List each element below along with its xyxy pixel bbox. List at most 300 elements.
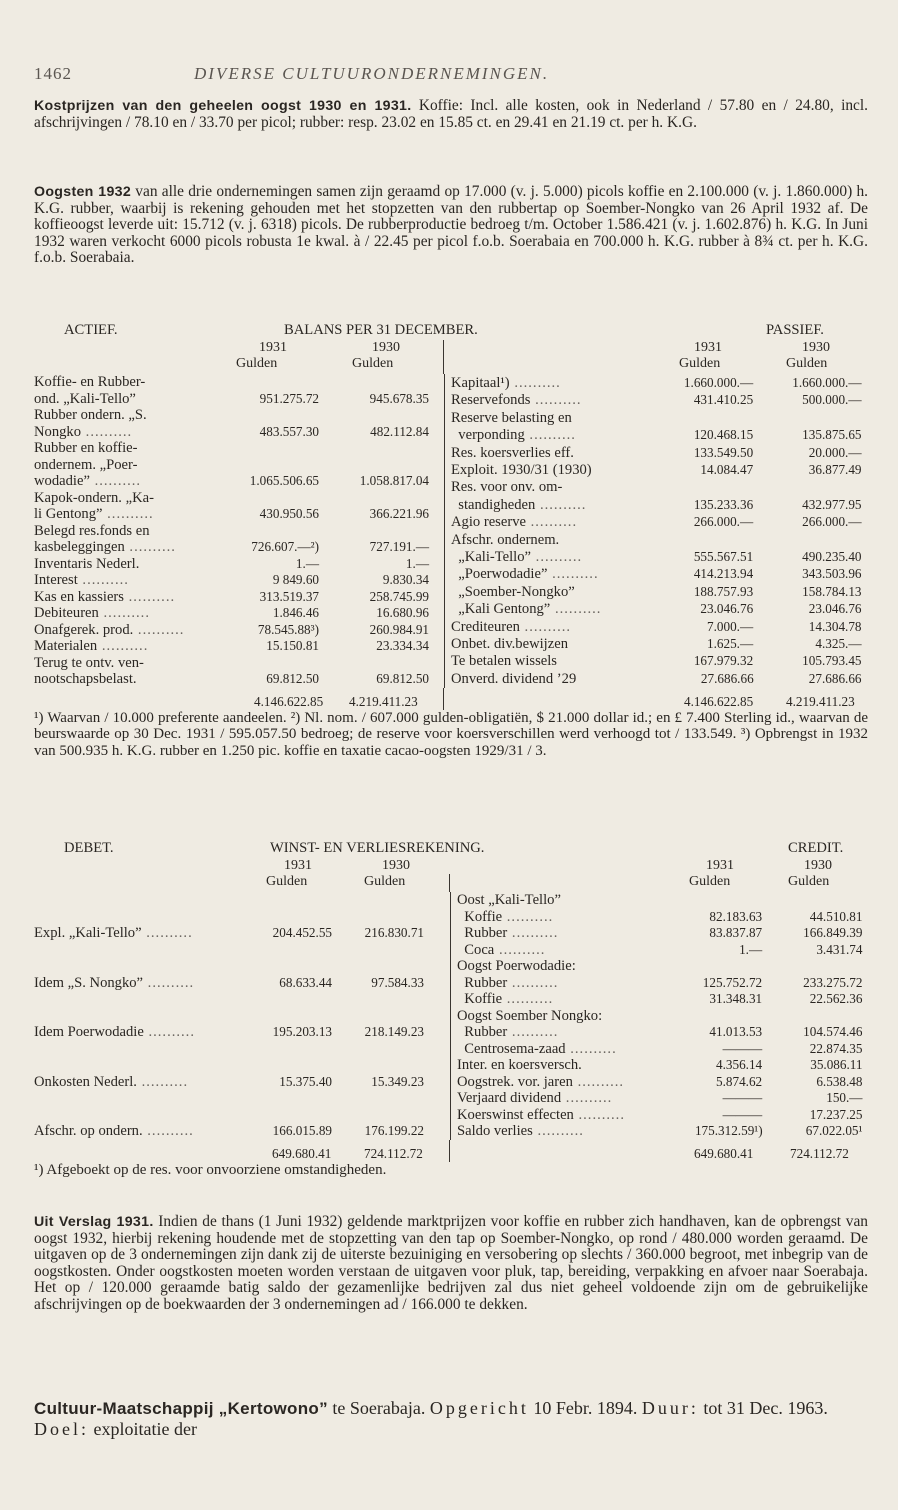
- company-name: Cultuur-Maatschappij „Kertowono”: [34, 1399, 328, 1418]
- value-1930: 1.058.817.04: [359, 473, 429, 488]
- passief-row: [445, 409, 868, 426]
- passief-row: [445, 635, 868, 652]
- value-1930: 105.793.45: [802, 653, 862, 669]
- value-1931: [224, 490, 319, 507]
- value-1930: 343.503.96: [802, 566, 862, 582]
- value-1930: 216.830.71: [364, 925, 424, 940]
- value-1931: [224, 457, 319, 474]
- dot-leader: ..........: [573, 1106, 625, 1123]
- dot-leader: ..........: [531, 548, 583, 565]
- credit-title: CREDIT.: [788, 840, 844, 856]
- winst-total-left-2: 724.112.72: [364, 1145, 423, 1161]
- passief-row: [445, 444, 868, 461]
- debet-row: [34, 1090, 450, 1140]
- actief-row: [34, 391, 444, 408]
- passief-row: [445, 618, 868, 635]
- value-1930: 97.584.33: [371, 974, 424, 990]
- value-1931: 133.549.50: [693, 444, 754, 460]
- value-1930: 500.000.—: [802, 392, 862, 408]
- row-label: „Poerwodadie”: [451, 566, 548, 583]
- credit-row: [451, 1008, 868, 1025]
- value-1931: 726.607.—²): [251, 539, 319, 554]
- credit-row: [451, 892, 868, 909]
- row-label: Idem „S. Nongko”: [34, 974, 144, 991]
- balans-right-year2: 1930: [802, 340, 830, 355]
- value-1931: 23.046.76: [700, 601, 754, 617]
- row-label: kasbeleggingen: [34, 539, 125, 555]
- winst-total-right-2: 724.112.72: [790, 1145, 849, 1161]
- value-1931: 951.275.72: [259, 390, 319, 406]
- row-label: standigheden: [451, 496, 536, 513]
- value-1930: 1.660.000.—: [792, 374, 862, 390]
- passief-row: [445, 531, 868, 548]
- passief-row: [445, 478, 868, 495]
- value-1930: 14.304.78: [808, 618, 862, 634]
- company-entry: [34, 1398, 868, 1440]
- credit-row: [451, 1041, 868, 1058]
- actief-table: [34, 374, 444, 688]
- passief-row: [445, 670, 868, 688]
- credit-row: [451, 1123, 868, 1140]
- value-1931: 188.757.93: [693, 583, 754, 599]
- winst-title: WINST- EN VERLIESREKENING.: [270, 840, 485, 856]
- dot-leader: ..........: [519, 618, 572, 635]
- value-1930: 233.275.72: [803, 974, 863, 990]
- actief-row: [34, 490, 444, 507]
- balans-right-year1: 1931: [694, 340, 722, 355]
- profit-loss-account: [34, 840, 868, 1178]
- value-1930: 69.812.50: [376, 671, 429, 686]
- winst-left-year2: 1930: [382, 858, 410, 873]
- dot-leader: ..........: [525, 514, 578, 531]
- row-label: Oogst Poerwodadie:: [457, 958, 576, 974]
- value-1930: 945.678.35: [369, 390, 429, 406]
- value-1931: 135.233.36: [693, 496, 754, 512]
- debet-row: [34, 942, 450, 992]
- row-label: Debiteuren: [34, 605, 99, 621]
- row-label: Saldo verlies: [457, 1123, 533, 1139]
- verslag-paragraph: [34, 1214, 868, 1314]
- row-label: Res. voor onv. om-: [451, 479, 563, 496]
- passief-row: [445, 496, 868, 513]
- balans-total-right-2: 4.219.411.23: [786, 693, 855, 709]
- actief-row: [34, 622, 444, 639]
- row-label: Interest: [34, 572, 78, 588]
- value-1931: [668, 892, 763, 909]
- value-1930: 23.046.76: [808, 601, 862, 617]
- value-1930: 44.510.81: [809, 908, 863, 924]
- value-1930: 166.849.39: [803, 925, 863, 940]
- winst-left-unit2: Gulden: [364, 874, 406, 889]
- credit-row: [451, 1057, 868, 1074]
- value-1930: 150.—: [826, 1090, 863, 1105]
- value-1931: [224, 374, 319, 391]
- credit-row: [451, 958, 868, 975]
- balans-right-unit1: Gulden: [679, 356, 721, 371]
- company-label-duur: Duur:: [641, 1398, 699, 1418]
- value-1931: 1.660.000.—: [683, 374, 754, 390]
- row-label: Terug te ontv. ven-: [34, 654, 144, 671]
- page-header: [34, 64, 550, 83]
- value-1931: [654, 409, 754, 426]
- value-1931: [224, 655, 319, 672]
- dot-leader: ..........: [550, 601, 602, 618]
- actief-row: [34, 605, 444, 622]
- row-label: Coca: [457, 941, 495, 958]
- row-label: wodadie”: [34, 473, 90, 489]
- company-text3: tot 31 Dec. 1963.: [698, 1398, 828, 1418]
- balans-total-right-1: 4.146.622.85: [684, 693, 754, 709]
- passief-row: [445, 565, 868, 582]
- value-1930: 490.235.40: [802, 548, 862, 564]
- row-label: Rubber: [457, 974, 508, 991]
- passief-row: [445, 374, 868, 391]
- value-1930: 35.086.11: [810, 1057, 863, 1072]
- actief-row: [34, 506, 444, 523]
- company-label-opgericht: Opgericht: [429, 1398, 529, 1418]
- value-1931: 1.—: [739, 941, 763, 957]
- row-label: Nongko: [34, 423, 82, 440]
- value-1931: [668, 958, 763, 975]
- row-label: verponding: [451, 427, 525, 444]
- dot-leader: ..........: [97, 638, 149, 654]
- verslag-text: Indien de thans (1 Juni 1932) geldende marktprijzen voor koffie en rubber zich handhaven, kan de opbrengst van oogst 1932, hierbij rekening houdende met de stopzetting van den tap op Soember-Nongko, op rond / 480.000 worden geraamd. De uitgaven op de 3 ondernemingen zijn dank zij de uiterste bezuiniging en versobering op slechts / 360.000 begroot, met inbegrip van de oogstkosten. Onder oogstkosten moeten worden verstaan de uitgaven voor pluk, tap, bereiding, verpakking en afvoer naar Soerabaja. Het op / 120.000 geraamde batig saldo der gezamenlijke bedrijven zal dus niet geheel voldoende zijn om de gebruikelijke afschrijvingen op de boekwaarden der 3 ondernemingen ad / 166.000 te dekken.: [34, 1213, 868, 1313]
- row-label: Res. koersverlies eff.: [451, 444, 574, 461]
- row-label: Kapok-ondern. „Ka-: [34, 489, 154, 506]
- row-label: Exploit. 1930/31 (1930): [451, 461, 592, 478]
- value-1931: 15.150.81: [266, 638, 319, 653]
- value-1930: 727.191.—: [369, 539, 429, 554]
- balans-left-year1: 1931: [259, 340, 287, 355]
- dot-leader: ..........: [509, 374, 561, 391]
- dot-leader: ..........: [136, 1073, 189, 1090]
- dot-leader: ..........: [81, 423, 133, 440]
- value-1930: [319, 457, 429, 474]
- winst-right-year1: 1931: [706, 858, 734, 873]
- credit-row: [451, 909, 868, 926]
- value-1931: 431.410.25: [693, 392, 754, 408]
- value-1931: 31.348.31: [709, 991, 763, 1006]
- value-1931: 27.686.66: [700, 671, 754, 686]
- company-text4: exploitatie der: [89, 1419, 197, 1439]
- value-1930: 4.325.—: [815, 636, 862, 651]
- row-label: Idem Poerwodadie: [34, 1024, 144, 1040]
- row-label: Kapitaal¹): [451, 374, 510, 391]
- balans-left-unit1: Gulden: [236, 356, 278, 371]
- value-1931: 120.468.15: [693, 427, 754, 443]
- value-1931: 15.375.40: [279, 1073, 332, 1089]
- dot-leader: ..........: [142, 1123, 194, 1139]
- actief-row: [34, 457, 444, 474]
- value-1931: [654, 478, 754, 495]
- company-label-doel: Doel:: [34, 1419, 89, 1439]
- actief-row: [34, 440, 444, 457]
- dot-leader: ..........: [507, 1024, 559, 1040]
- value-1931: ———: [722, 1106, 763, 1122]
- value-1931: 7.000.—: [707, 618, 754, 634]
- value-1931: 4.356.14: [715, 1057, 763, 1072]
- dot-leader: ..........: [124, 539, 176, 555]
- actief-row: [34, 556, 444, 573]
- debet-row: [34, 892, 450, 942]
- value-1931: 1.625.—: [707, 636, 754, 651]
- row-label: li Gentong”: [34, 506, 103, 522]
- row-label: Agio reserve: [451, 514, 526, 531]
- value-1930: 20.000.—: [808, 444, 862, 460]
- value-1930: 135.875.65: [802, 427, 862, 443]
- actief-row: [34, 424, 444, 441]
- row-label: Expl. „Kali-Tello”: [34, 925, 142, 941]
- row-label: Onafgerek. prod.: [34, 621, 134, 638]
- passief-title: PASSIEF.: [766, 322, 824, 338]
- dot-leader: ..........: [494, 941, 546, 958]
- value-1931: ———: [722, 1090, 763, 1105]
- winst-total-left-1: 649.680.41: [272, 1145, 332, 1161]
- dot-leader: ..........: [502, 991, 554, 1007]
- value-1931: 14.084.47: [700, 461, 754, 477]
- row-label: Rubber ondern. „S.: [34, 407, 147, 423]
- value-1930: 23.334.34: [376, 638, 429, 653]
- value-1930: 432.977.95: [802, 496, 862, 512]
- debet-row: [34, 991, 450, 1041]
- row-label: Onkosten Nederl.: [34, 1073, 137, 1090]
- dot-leader: ..........: [133, 621, 185, 638]
- actief-row: [34, 572, 444, 589]
- actief-row: [34, 671, 444, 688]
- balans-left-unit2: Gulden: [352, 356, 394, 371]
- value-1930: 366.221.96: [369, 506, 429, 521]
- value-1931: 69.812.50: [266, 671, 319, 686]
- value-1930: 22.874.35: [809, 1040, 863, 1056]
- value-1930: 16.680.96: [376, 605, 429, 620]
- actief-row: [34, 589, 444, 606]
- winst-right-unit1: Gulden: [689, 874, 731, 889]
- credit-row: [451, 1024, 868, 1041]
- company-text1: te Soerabaja.: [327, 1398, 430, 1418]
- kostprijzen-text: Koffie: Incl. alle kosten, ook in Nederland / 57.80 en / 24.80, incl. afschrijvingen / 78.10 en / 33.70 per picol; rubber: resp. 23.02 en 15.85 ct. en 29.41 en 21.19 ct. per h. K.G.: [34, 97, 869, 131]
- row-label: Inter. en koersversch.: [457, 1057, 582, 1073]
- value-1931: 68.633.44: [279, 974, 332, 990]
- row-label: Onverd. dividend ’29: [451, 671, 577, 687]
- value-1931: [224, 523, 319, 540]
- value-1930: 218.149.23: [364, 1024, 424, 1039]
- value-1930: 258.745.99: [369, 588, 429, 604]
- value-1930: [319, 374, 429, 391]
- balans-total-left-1: 4.146.622.85: [254, 693, 324, 709]
- row-label: „Kali-Tello”: [451, 548, 532, 565]
- credit-row: [451, 991, 868, 1008]
- value-1930: 266.000.—: [802, 514, 862, 530]
- company-text2: 10 Febr. 1894.: [528, 1398, 642, 1418]
- dot-leader: ..........: [565, 1040, 617, 1057]
- row-label: Centrosema-zaad: [457, 1040, 566, 1057]
- credit-row: [451, 975, 868, 992]
- value-1931: 313.519.37: [259, 588, 319, 604]
- dot-leader: ..........: [143, 1024, 195, 1040]
- value-1931: 82.183.63: [709, 908, 763, 924]
- row-label: Verjaard dividend: [457, 1090, 562, 1106]
- passief-row: [445, 583, 868, 600]
- dot-leader: ..........: [572, 1073, 625, 1090]
- credit-row: [451, 1090, 868, 1107]
- row-label: „Soember-Nongko”: [451, 583, 575, 600]
- dot-leader: ..........: [123, 588, 176, 605]
- value-1930: 22.562.36: [809, 991, 863, 1006]
- dot-leader: ..........: [98, 605, 150, 621]
- value-1931: 125.752.72: [702, 974, 763, 990]
- page-number: 1462: [34, 64, 72, 83]
- dot-leader: ..........: [507, 925, 559, 941]
- value-1930: [319, 440, 429, 457]
- row-label: Oogstrek. vor. jaren: [457, 1073, 573, 1090]
- debet-row: [34, 1041, 450, 1091]
- row-label: Afschr. ondernem.: [451, 531, 560, 548]
- balans-footnotes: ¹) Waarvan / 10.000 preferente aandeelen. ²) Nl. nom. / 607.000 gulden-obligatiën, $ 21.000 dollar id.; en £ 7.400 Sterling id., waarvan de beurswaarde op 30 Dec. 1931 / 595.057.50 bedroeg; de reserve voor koersverschillen werd verhoogd tot / 133.549. ³) Opbrengst in 1932 van 500.935 h. K.G. rubber en 1.250 pic. koffie en taxatie cacao-oogsten 1929/31 / 3.: [34, 709, 868, 759]
- value-1931: 41.013.53: [709, 1024, 763, 1039]
- actief-title: ACTIEF.: [64, 322, 118, 338]
- debet-table: [34, 892, 450, 1140]
- value-1930: 3.431.74: [816, 941, 863, 957]
- row-label: Materialen: [34, 638, 98, 654]
- passief-table: [444, 374, 868, 688]
- value-1930: [319, 523, 429, 540]
- balans-title: BALANS PER 31 DECEMBER.: [284, 322, 478, 338]
- oogsten-paragraph: [34, 184, 868, 267]
- dot-leader: ..........: [524, 427, 576, 444]
- verslag-lead: Uit Verslag 1931.: [34, 1214, 154, 1230]
- kostprijzen-lead: Kostprijzen van den geheelen oogst 1930 en 1931.: [34, 98, 412, 114]
- value-1930: 27.686.66: [808, 671, 862, 686]
- row-label: „Kali Gentong”: [451, 601, 551, 618]
- value-1930: [754, 531, 862, 548]
- winst-footnote: ¹) Afgeboekt op de res. voor onvoorziene omstandigheden.: [34, 1161, 387, 1178]
- balans-total-left-2: 4.219.411.23: [349, 693, 418, 709]
- passief-row: [445, 653, 868, 670]
- value-1931: 78.545.88³): [257, 621, 319, 637]
- balans-right-unit2: Gulden: [786, 356, 828, 371]
- kostprijzen-paragraph: [34, 98, 868, 131]
- value-1930: 260.984.91: [369, 621, 429, 637]
- value-1931: 9 849.60: [272, 572, 319, 587]
- credit-row: [451, 1107, 868, 1124]
- dot-leader: ..........: [530, 392, 582, 409]
- value-1930: 15.349.23: [371, 1073, 424, 1089]
- value-1930: 9.830.34: [382, 572, 429, 587]
- value-1931: 167.979.32: [693, 653, 754, 669]
- value-1930: [319, 655, 429, 672]
- value-1930: 36.877.49: [808, 461, 862, 477]
- actief-row: [34, 473, 444, 490]
- row-label: Rubber: [457, 925, 508, 941]
- winst-total-right-1: 649.680.41: [694, 1145, 754, 1161]
- value-1930: [754, 409, 862, 426]
- row-label: Belegd res.fonds en: [34, 522, 150, 539]
- passief-row: [445, 426, 868, 443]
- winst-left-year1: 1931: [284, 858, 312, 873]
- winst-left-unit1: Gulden: [266, 874, 308, 889]
- credit-table: [450, 892, 868, 1140]
- oogsten-text: van alle drie ondernemingen samen zijn geraamd op 17.000 (v. j. 5.000) picols koffie en 2.100.000 (v. j. 1.860.000) h. K.G. rubber, waarbij is rekening gehouden met het stopzetten van den rubbertap op Soember-Nongko van 26 April 1932 af. De koffieoogst leverde uit: 15.712 (v. j. 6318) picols. De rubberproductie bedroeg t/m. October 1.586.421 (v. j. 1.602.876) h. K.G. In Juni 1932 waren verkocht 6000 picols robusta 1e kwal. à / 22.45 per picol f.o.b. Soerabaia en 700.000 h. K.G. rubber à 8¾ ct. per h. K.G. f.o.b. Soerabaia.: [34, 183, 868, 267]
- row-label: ondernem. „Poer-: [34, 456, 138, 473]
- oogsten-lead: Oogsten 1932: [34, 184, 132, 200]
- dot-leader: ..........: [561, 1090, 613, 1106]
- debet-title: DEBET.: [64, 840, 114, 856]
- value-1931: 555.567.51: [693, 548, 754, 564]
- value-1930: [763, 958, 863, 975]
- passief-row: [445, 513, 868, 530]
- row-label: Koerswinst effecten: [457, 1106, 574, 1123]
- row-label: Crediteuren: [451, 618, 520, 635]
- row-label: Koffie: [457, 991, 503, 1007]
- value-1930: 1.—: [405, 555, 429, 571]
- value-1931: 166.015.89: [272, 1123, 332, 1138]
- value-1931: ———: [722, 1040, 763, 1056]
- winst-right-unit2: Gulden: [788, 874, 830, 889]
- value-1930: 482.112.84: [370, 423, 429, 439]
- value-1930: [319, 490, 429, 507]
- row-label: Oost „Kali-Tello”: [457, 892, 561, 908]
- value-1931: 195.203.13: [272, 1024, 332, 1039]
- row-label: Reservefonds: [451, 392, 531, 409]
- dot-leader: ..........: [507, 974, 559, 991]
- value-1931: 414.213.94: [693, 566, 754, 582]
- value-1931: 175.312.59¹): [694, 1123, 763, 1138]
- value-1930: 176.199.22: [364, 1123, 424, 1138]
- running-title: DIVERSE CULTUURONDERNEMINGEN.: [194, 64, 550, 83]
- value-1931: 5.874.62: [715, 1073, 763, 1089]
- dot-leader: ..........: [102, 506, 154, 522]
- actief-row: [34, 374, 444, 391]
- value-1931: [654, 531, 754, 548]
- dot-leader: ..........: [502, 908, 554, 925]
- value-1930: 6.538.48: [816, 1073, 863, 1089]
- row-label: Rubber: [457, 1024, 508, 1040]
- row-label: Onbet. div.bewijzen: [451, 636, 568, 652]
- credit-row: [451, 925, 868, 942]
- value-1931: [668, 1008, 763, 1025]
- row-label: Afschr. op ondern.: [34, 1123, 143, 1139]
- value-1931: [224, 407, 319, 424]
- row-label: Koffie: [457, 908, 503, 925]
- value-1931: [224, 440, 319, 457]
- row-label: Rubber en koffie-: [34, 440, 138, 456]
- balans-left-year2: 1930: [372, 340, 400, 355]
- credit-row: [451, 942, 868, 959]
- dot-leader: ..........: [143, 974, 195, 991]
- value-1930: [754, 478, 862, 495]
- row-label: nootschapsbelast.: [34, 671, 137, 687]
- row-label: Oogst Soember Nongko:: [457, 1007, 603, 1024]
- value-1930: [319, 407, 429, 424]
- dot-leader: ..........: [547, 566, 599, 583]
- dot-leader: ..........: [532, 1123, 584, 1139]
- value-1930: [763, 892, 863, 909]
- value-1931: 1.065.506.65: [249, 473, 319, 488]
- winst-right-year2: 1930: [804, 858, 832, 873]
- actief-row: [34, 407, 444, 424]
- passief-row: [445, 391, 868, 408]
- credit-row: [451, 1074, 868, 1091]
- value-1931: 483.557.30: [259, 423, 319, 439]
- actief-row: [34, 539, 444, 556]
- value-1930: 67.022.05¹: [805, 1123, 863, 1138]
- row-label: Kas en kassiers: [34, 588, 124, 605]
- dot-leader: ..........: [535, 496, 587, 513]
- row-label: Te betalen wissels: [451, 653, 557, 670]
- actief-row: [34, 638, 444, 655]
- balance-sheet: [34, 322, 868, 759]
- row-label: Inventaris Nederl.: [34, 555, 140, 572]
